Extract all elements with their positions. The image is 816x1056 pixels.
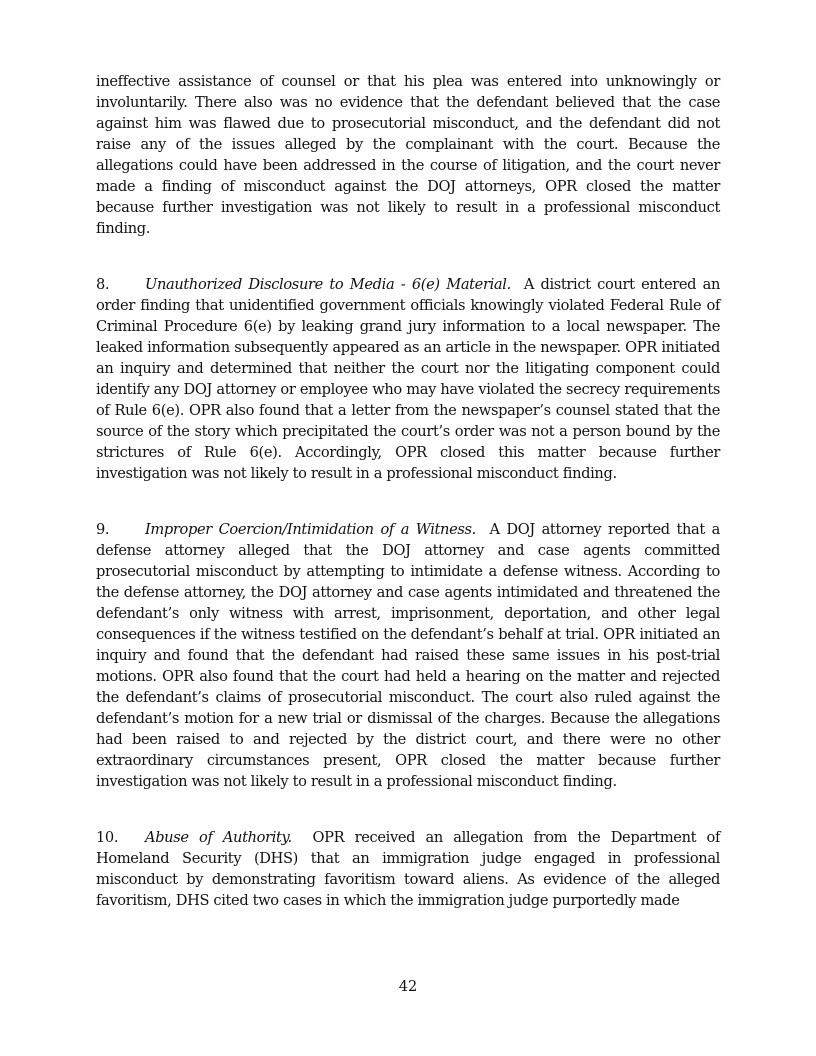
item-heading: Unauthorized Disclosure to Media - 6(e) Material. bbox=[145, 276, 511, 293]
item-heading: Improper Coercion/Intimidation of a Witness. bbox=[145, 521, 476, 538]
item-10-paragraph bbox=[96, 827, 720, 911]
item-9-paragraph bbox=[96, 519, 720, 792]
item-body: A DOJ attorney reported that a defense attorney alleged that the DOJ attorney and case agents committed prosecutorial misconduct by attempting to intimidate a defense witness. According to the defense attorney, the DOJ attorney and case agents intimidated and threatened the defendant’s only witness with arrest, imprisonment, deportation, and other legal consequences if the witness testified on the defendant’s behalf at trial. OPR initiated an inquiry and found that the defendant had raised these same issues in his post-trial motions. OPR also found that the court had held a hearing on the matter and rejected the defendant’s claims of prosecutorial misconduct. The court also ruled against the defendant’s motion for a new trial or dismissal of the charges. Because the allegations had been raised to and rejected by the district court, and there were no other extraordinary circumstances present, OPR closed the matter because further investigation was not likely to result in a professional misconduct finding. bbox=[96, 521, 721, 790]
item-number: 8. bbox=[96, 276, 110, 293]
continuation-paragraph: ineffective assistance of counsel or that his plea was entered into unknowingly or involuntarily. There also was no evidence that the defendant believed that the case against him was flawed due to prosecutorial misconduct, and the defendant did not raise any of the issues alleged by the complainant with the court. Because the allegations could have been addressed in the course of litigation, and the court never made a finding of misconduct against the DOJ attorneys, OPR closed the matter because further investigation was not likely to result in a professional misconduct finding. bbox=[96, 73, 720, 237]
item-heading: Abuse of Authority. bbox=[145, 829, 292, 846]
item-body: OPR received an allegation from the Department of Homeland Security (DHS) that an immigration judge engaged in professional misconduct by demonstrating favoritism toward aliens. As evidence of the alleged favoritism, DHS cited two cases in which the immigration judge purportedly made bbox=[96, 829, 720, 909]
item-number: 10. bbox=[96, 829, 119, 846]
item-body: A district court entered an order finding that unidentified government officials knowingly violated Federal Rule of Criminal Procedure 6(e) by leaking grand jury information to a local newspaper. The leaked information subsequently appeared as an article in the newspaper. OPR initiated an inquiry and determined that neither the court nor the litigating component could identify any DOJ attorney or employee who may have violated the secrecy requirements of Rule 6(e). OPR also found that a letter from the newspaper’s counsel stated that the source of the story which precipitated the court’s order was not a person bound by the strictures of Rule 6(e). Accordingly, OPR closed this matter because further investigation was not likely to result in a professional misconduct finding. bbox=[96, 276, 721, 482]
item-number: 9. bbox=[96, 521, 110, 538]
item-8-paragraph bbox=[96, 274, 720, 484]
page-number: 42 bbox=[398, 978, 418, 995]
document-page bbox=[96, 71, 720, 911]
